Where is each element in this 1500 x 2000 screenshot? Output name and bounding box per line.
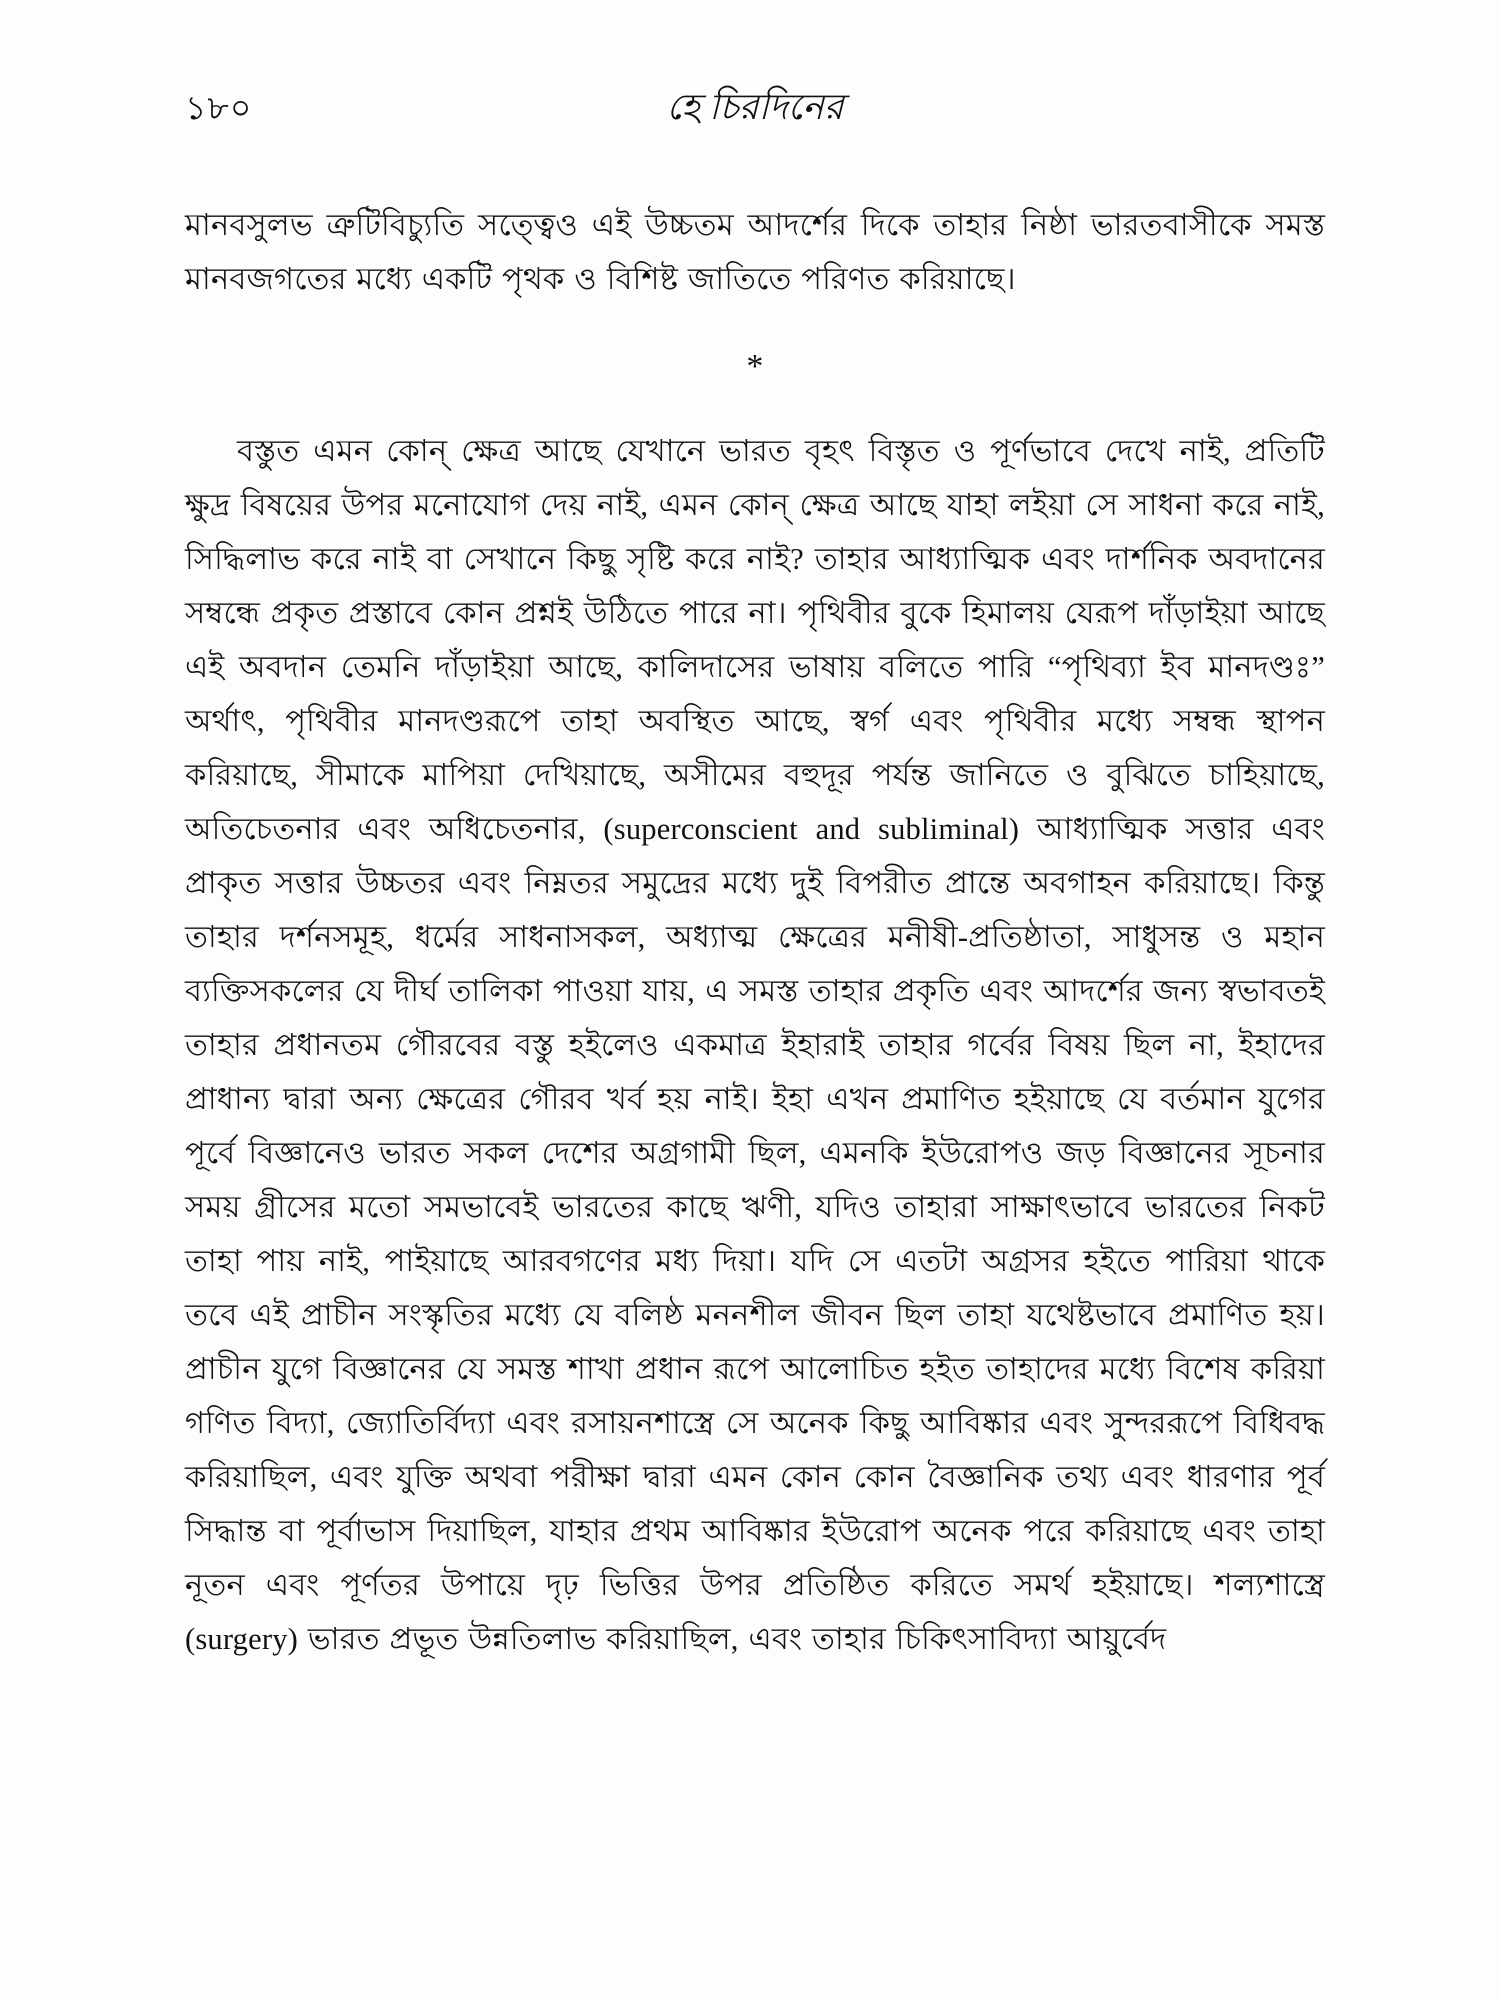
paragraph-2: বস্তুত এমন কোন্‌ ক্ষেত্র আছে যেখানে ভারত বৃহৎ বিস্তৃত ও পূর্ণভাবে দেখে নাই, প্রতিটি ক্ষুদ্র বিষয়ের উপর মনোযোগ দেয় নাই, এমন কোন্‌ ক্ষেত্র আছে যাহা লইয়া সে সাধনা করে নাই, সিদ্ধিলাভ করে নাই বা সেখানে কিছু সৃষ্টি করে নাই? তাহার আধ্যাত্মিক এবং দার্শনিক অবদানের সম্বন্ধে প্রকৃত প্রস্তাবে কোন প্রশ্নই উঠিতে পারে না। পৃথিবীর বুকে হিমালয় যেরূপ দাঁড়াইয়া আছে এই অবদান তেমনি দাঁড়াইয়া আছে, কালিদাসের ভাষায় বলিতে পারি “পৃথিব্যা ইব মানদণ্ডঃ” অর্থাৎ, পৃথিবীর মানদণ্ডরূপে তাহা অবস্থিত আছে, স্বর্গ এবং পৃথিবীর মধ্যে সম্বন্ধ স্থাপন করিয়াছে, সীমাকে মাপিয়া দেখিয়াছে, অসীমের বহুদূর পর্যন্ত জানিতে ও বুঝিতে চাহিয়াছে, অতিচেতনার এবং অধিচেতনার, (superconscient and subliminal) আধ্যাত্মিক সত্তার এবং প্রাকৃত সত্তার উচ্চতর এবং নিম্নতর সমুদ্রের মধ্যে দুই বিপরীত প্রান্তে অবগাহন করিয়াছে। কিন্তু তাহার দর্শনসমূহ, ধর্মের সাধনাসকল, অধ্যাত্ম ক্ষেত্রের মনীষী-প্রতিষ্ঠাতা, সাধুসন্ত ও মহান ব্যক্তিসকলের যে দীর্ঘ তালিকা পাওয়া যায়, এ সমস্ত তাহার প্রকৃতি এবং আদর্শের জন্য স্বভাবতই তাহার প্রধানতম গৌরবের বস্তু হইলেও একমাত্র ইহারাই তাহার গর্বের বিষয় ছিল না, ইহাদের প্রাধান্য দ্বারা অন্য ক্ষেত্রের গৌরব খর্ব হয় নাই। ইহা এখন প্রমাণিত হইয়াছে যে বর্তমান যুগের পূর্বে বিজ্ঞানেও ভারত সকল দেশের অগ্রগামী ছিল, এমনকি ইউরোপও জড় বিজ্ঞানের সূচনার সময় গ্রীসের মতো সমভাবেই ভারতের কাছে ঋণী, যদিও তাহারা সাক্ষাৎভাবে ভারতের নিকট তাহা পায় নাই, পাইয়াছে আরবগণের মধ্য দিয়া। যদি সে এতটা অগ্রসর হইতে পারিয়া থাকে তবে এই প্রাচীন সংস্কৃতির মধ্যে যে বলিষ্ঠ মননশীল জীবন ছিল তাহা যথেষ্টভাবে প্রমাণিত হয়। প্রাচীন যুগে বিজ্ঞানের যে সমস্ত শাখা প্রধান রূপে আলোচিত হইত তাহাদের মধ্যে বিশেষ করিয়া গণিত বিদ্যা, জ্যোতির্বিদ্যা এবং রসায়নশাস্ত্রে সে অনেক কিছু আবিষ্কার এবং সুন্দররূপে বিধিবদ্ধ করিয়াছিল, এবং যুক্তি অথবা পরীক্ষা দ্বারা এমন কোন কোন বৈজ্ঞানিক তথ্য এবং ধারণার পূর্ব সিদ্ধান্ত বা পূর্বাভাস দিয়াছিল, যাহার প্রথম আবিষ্কার ইউরোপ অনেক পরে করিয়াছে এবং তাহা নূতন এবং পূর্ণতর উপায়ে দৃঢ় ভিত্তির উপর প্রতিষ্ঠিত করিতে সমর্থ হইয়াছে। শল্যশাস্ত্রে (surgery) ভারত প্রভূত উন্নতিলাভ করিয়াছিল, এবং তাহার চিকিৎসাবিদ্যা আয়ুর্বেদ: [185, 434, 1325, 1656]
page-body: [185, 198, 1325, 1666]
chapter-title: হে চিরদিনের: [666, 87, 844, 127]
text-block: [185, 80, 1325, 1666]
page-number: ১৮০: [185, 91, 253, 127]
running-head: [185, 80, 1325, 140]
section-separator: *: [746, 348, 764, 385]
paragraph-1: মানবসুলভ ত্রুটিবিচ্যুতি সত্ত্বেও এই উচ্চতম আদর্শের দিকে তাহার নিষ্ঠা ভারতবাসীকে সমস্ত মানবজগতের মধ্যে একটি পৃথক ও বিশিষ্ট জাতিতে পরিণত করিয়াছে।: [185, 208, 1325, 296]
